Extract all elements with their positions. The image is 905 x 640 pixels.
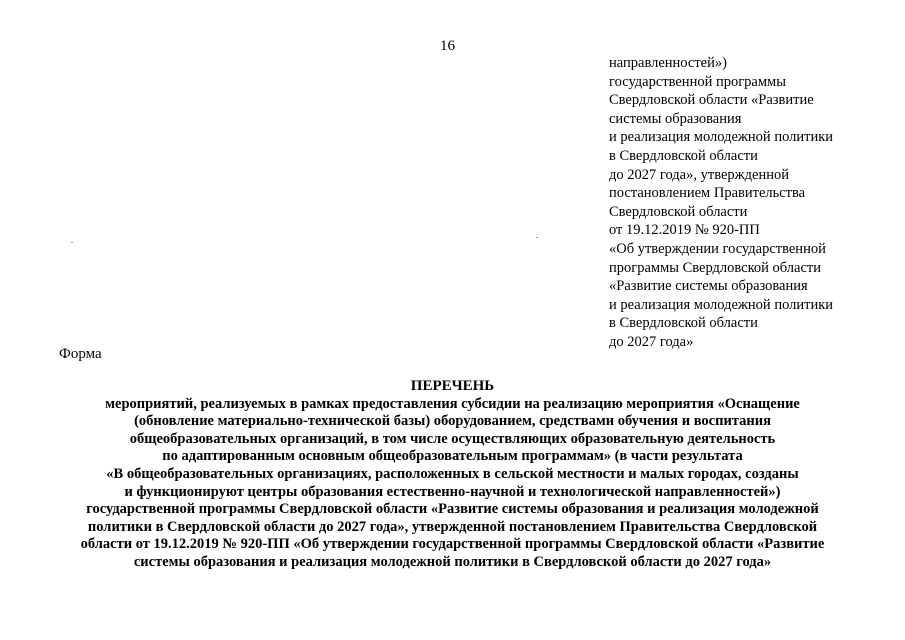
approval-reference-line: до 2027 года», утвержденной [609, 166, 790, 183]
list-description-line: общеобразовательных организаций, в том числе осуществляющих образовательную деятельность [129, 430, 776, 447]
approval-reference-line: программы Свердловской области [609, 259, 822, 276]
approval-reference-line: в Свердловской области [609, 315, 758, 332]
list-description-line: по адаптированным основным общеобразовательным программам» (в части результата [162, 448, 743, 465]
approval-reference-line: государственной программы [609, 73, 786, 90]
list-heading-block [45, 378, 860, 572]
scan-speck [536, 237, 538, 238]
scan-speck [71, 242, 73, 243]
list-description-line: мероприятий, реализуемых в рамках предоставления субсидии на реализацию мероприятия «Оснащение [105, 395, 800, 412]
list-description-line: и функционируют центры образования естественно-научной и технологической направленностей») [124, 483, 781, 500]
form-label: Форма [59, 346, 102, 362]
page-number: 16 [440, 38, 455, 54]
list-description-line: государственной программы Свердловской области «Развитие системы образования и реализация молодежной [86, 501, 819, 518]
approval-reference-line: направленностей») [609, 55, 727, 71]
list-description-line: системы образования и реализация молодежной политики в Свердловской области до 2027 года» [133, 553, 772, 570]
approval-reference-line: в Свердловской области [609, 147, 758, 164]
approval-reference-line: Свердловской области «Развитие [609, 92, 814, 109]
approval-reference-line: системы образования [609, 110, 742, 127]
list-description-line: политики в Свердловской области до 2027 года», утвержденной постановлением Правительства Свердловской [87, 518, 818, 535]
approval-reference-line: «Развитие системы образования [609, 278, 808, 295]
list-title: ПЕРЕЧЕНЬ [410, 378, 495, 394]
approval-reference-line: «Об утверждении государственной [609, 240, 826, 257]
approval-reference-line: Свердловской области [609, 203, 748, 220]
list-description-line: (обновление материально-технической базы) оборудованием, средствами обучения и воспитания [134, 413, 771, 430]
approval-reference-line: постановлением Правительства [609, 185, 806, 202]
approval-reference-line: до 2027 года» [609, 333, 694, 350]
approval-reference-line: и реализация молодежной политики [609, 296, 834, 313]
approval-reference-block [609, 54, 899, 352]
list-description-line: «В общеобразовательных организациях, расположенных в сельской местности и малых городах, созданы [106, 465, 799, 482]
approval-reference-line: и реализация молодежной политики [609, 129, 834, 146]
list-description-line: области от 19.12.2019 № 920-ПП «Об утверждении государственной программы Свердловской области «Развитие [80, 536, 825, 553]
approval-reference-line: от 19.12.2019 № 920-ПП [609, 222, 760, 239]
